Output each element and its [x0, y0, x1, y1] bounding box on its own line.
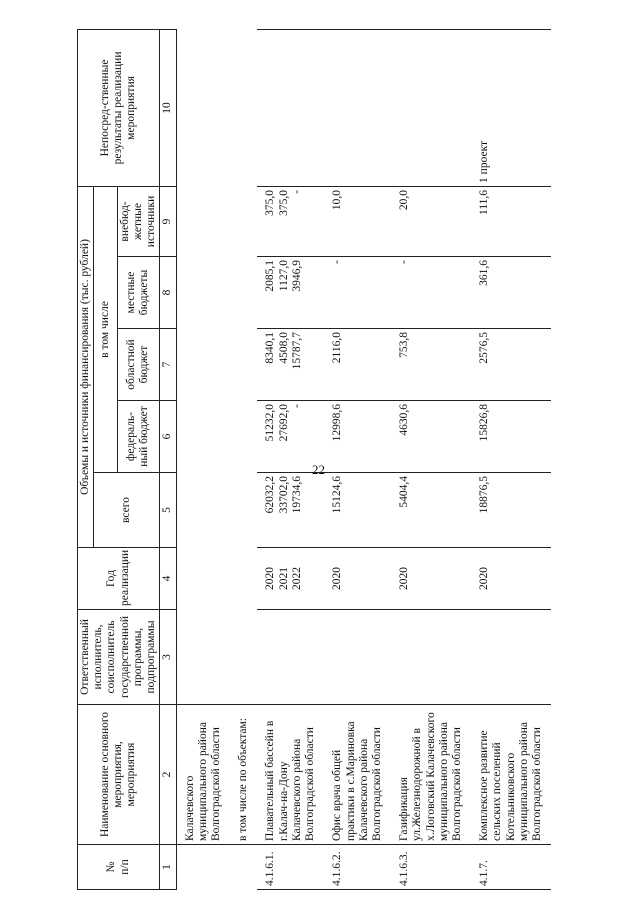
- row-federal: [257, 401, 324, 473]
- row-year-value: 2020: [478, 567, 491, 590]
- row-local: [324, 257, 391, 329]
- row-number: 4.1.6.3.: [391, 845, 471, 890]
- row-number: 4.1.6.2.: [324, 845, 391, 890]
- subheading-text: в том числе по объектам:: [230, 705, 257, 845]
- row-year: [257, 548, 324, 610]
- header-regional: областной бюджет: [117, 329, 160, 401]
- row-year: [391, 548, 471, 610]
- row-federal-value: -: [290, 404, 303, 408]
- row-number: 4.1.7.: [471, 845, 551, 890]
- row-federal-value: 51232,0: [264, 404, 277, 442]
- header-total: всего: [94, 473, 160, 548]
- rotated-table-container: [77, 20, 637, 890]
- row-regional-value: 2116,0: [331, 332, 344, 364]
- row-regional: [391, 329, 471, 401]
- table-row: [324, 29, 391, 889]
- row-year-value: 2020: [398, 567, 411, 590]
- row-regional: [324, 329, 391, 401]
- row-extra: [391, 186, 471, 256]
- row-result: [391, 29, 471, 186]
- table-row: [471, 29, 551, 889]
- table-row: [257, 29, 324, 889]
- row-name: Газификация ул.Железнодорожной в х.Логовский Калачевского муниципального района Волгоградской области: [391, 705, 471, 845]
- row-extra-value: 375,0: [277, 189, 290, 216]
- header-extra: внебюд-жетные источники: [117, 186, 160, 256]
- row-total-value: 18876,5: [478, 476, 491, 514]
- financing-table: [77, 29, 551, 890]
- row-extra: [471, 186, 551, 256]
- row-extra-value: 375,0: [264, 189, 277, 216]
- row-result: [257, 29, 324, 186]
- header-year: Год реализации: [78, 548, 160, 610]
- row-total: [257, 473, 324, 548]
- row-number: 4.1.6.1.: [257, 845, 324, 890]
- row-federal-value: 27692,0: [277, 404, 290, 442]
- row-regional: [471, 329, 551, 401]
- row-local: [471, 257, 551, 329]
- row-year-value: 2022: [290, 567, 303, 590]
- row-regional-value: 15787,7: [290, 332, 303, 370]
- row-local-value: -: [398, 260, 411, 264]
- row-extra: [324, 186, 391, 256]
- col-number: 5: [160, 473, 176, 548]
- row-local: [257, 257, 324, 329]
- row-executor: [257, 610, 324, 705]
- row-regional: [257, 329, 324, 401]
- col-number: 7: [160, 329, 176, 401]
- row-local-value: 361,6: [478, 260, 491, 286]
- row-name: Комплексное развитие сельских поселений Котельниковского муниципального района Волгоградской области: [471, 705, 551, 845]
- header-executor: Ответственный исполнитель, соисполнитель государственной программы, подпрограммы: [78, 610, 160, 705]
- col-number: 6: [160, 401, 176, 473]
- row-total: [324, 473, 391, 548]
- row-local-value: 2085,1: [264, 260, 277, 292]
- col-number: 8: [160, 257, 176, 329]
- row-year-value: 2020: [264, 567, 277, 590]
- table-row: [391, 29, 471, 889]
- col-number: 10: [160, 29, 176, 186]
- row-total-value: 19734,6: [290, 476, 303, 514]
- column-number-row: [160, 29, 176, 889]
- row-federal-value: 12998,6: [331, 404, 344, 442]
- row-local-value: 3946,9: [290, 260, 303, 292]
- header-local: местные бюджеты: [117, 257, 160, 329]
- row-result: [324, 29, 391, 186]
- col-number: 9: [160, 186, 176, 256]
- header-incl: в том числе: [94, 186, 117, 472]
- row-total: [391, 473, 471, 548]
- col-number: 2: [160, 705, 176, 845]
- row-total-value: 62032,2: [264, 476, 277, 514]
- header-federal: федераль-ный бюджет: [117, 401, 160, 473]
- row-regional-value: 753,8: [398, 332, 411, 358]
- header-name: Наименование основного мероприятия, мероприятия: [78, 705, 160, 845]
- row-executor: [324, 610, 391, 705]
- row-executor: [471, 610, 551, 705]
- row-year-value: 2021: [277, 567, 290, 590]
- row-result: 1 проект: [471, 29, 551, 186]
- row-extra-value: 10,0: [331, 189, 344, 211]
- col-number: 3: [160, 610, 176, 705]
- row-federal-value: 4630,6: [398, 404, 411, 436]
- continuation-row: [176, 29, 230, 889]
- row-year: [471, 548, 551, 610]
- subheading-row: [230, 29, 257, 889]
- row-federal-value: 15826,8: [478, 404, 491, 442]
- col-number: 4: [160, 548, 176, 610]
- row-local-value: 1127,0: [277, 260, 290, 292]
- row-total-value: 15124,6: [331, 476, 344, 514]
- row-regional-value: 4508,0: [277, 332, 290, 364]
- row-year: [324, 548, 391, 610]
- row-federal: [391, 401, 471, 473]
- row-federal: [471, 401, 551, 473]
- header-funding-group: Объемы и источники финансирования (тыс. рублей): [78, 186, 94, 547]
- row-extra-value: 111,6: [478, 189, 491, 215]
- page-number: 22: [312, 462, 325, 477]
- row-local: [391, 257, 471, 329]
- row-executor: [391, 610, 471, 705]
- row-total: [471, 473, 551, 548]
- row-extra: [257, 186, 324, 256]
- row-federal: [324, 401, 391, 473]
- row-name: Офис врача общей практики в с.Мариновка Калачевского района Волгоградской области: [324, 705, 391, 845]
- row-local-value: -: [331, 260, 344, 264]
- row-total-value: 5404,4: [398, 476, 411, 508]
- row-extra-value: 20,0: [398, 189, 411, 211]
- col-number: 1: [160, 845, 176, 890]
- row-extra-value: -: [290, 189, 303, 194]
- row-regional-value: 8340,1: [264, 332, 277, 364]
- row-name: Плавательный бассейн в г.Калач-на-Дону Калачевского района Волгоградской области: [257, 705, 324, 845]
- row-total-value: 33702,0: [277, 476, 290, 514]
- continuation-text: Калачевского муниципального района Волгоградской области: [176, 705, 230, 845]
- header-results: Непосред-ственные результаты реализации мероприятия: [78, 29, 160, 186]
- header-no: № п/п: [78, 845, 160, 890]
- row-regional-value: 2576,5: [478, 332, 491, 364]
- row-year-value: 2020: [331, 567, 344, 590]
